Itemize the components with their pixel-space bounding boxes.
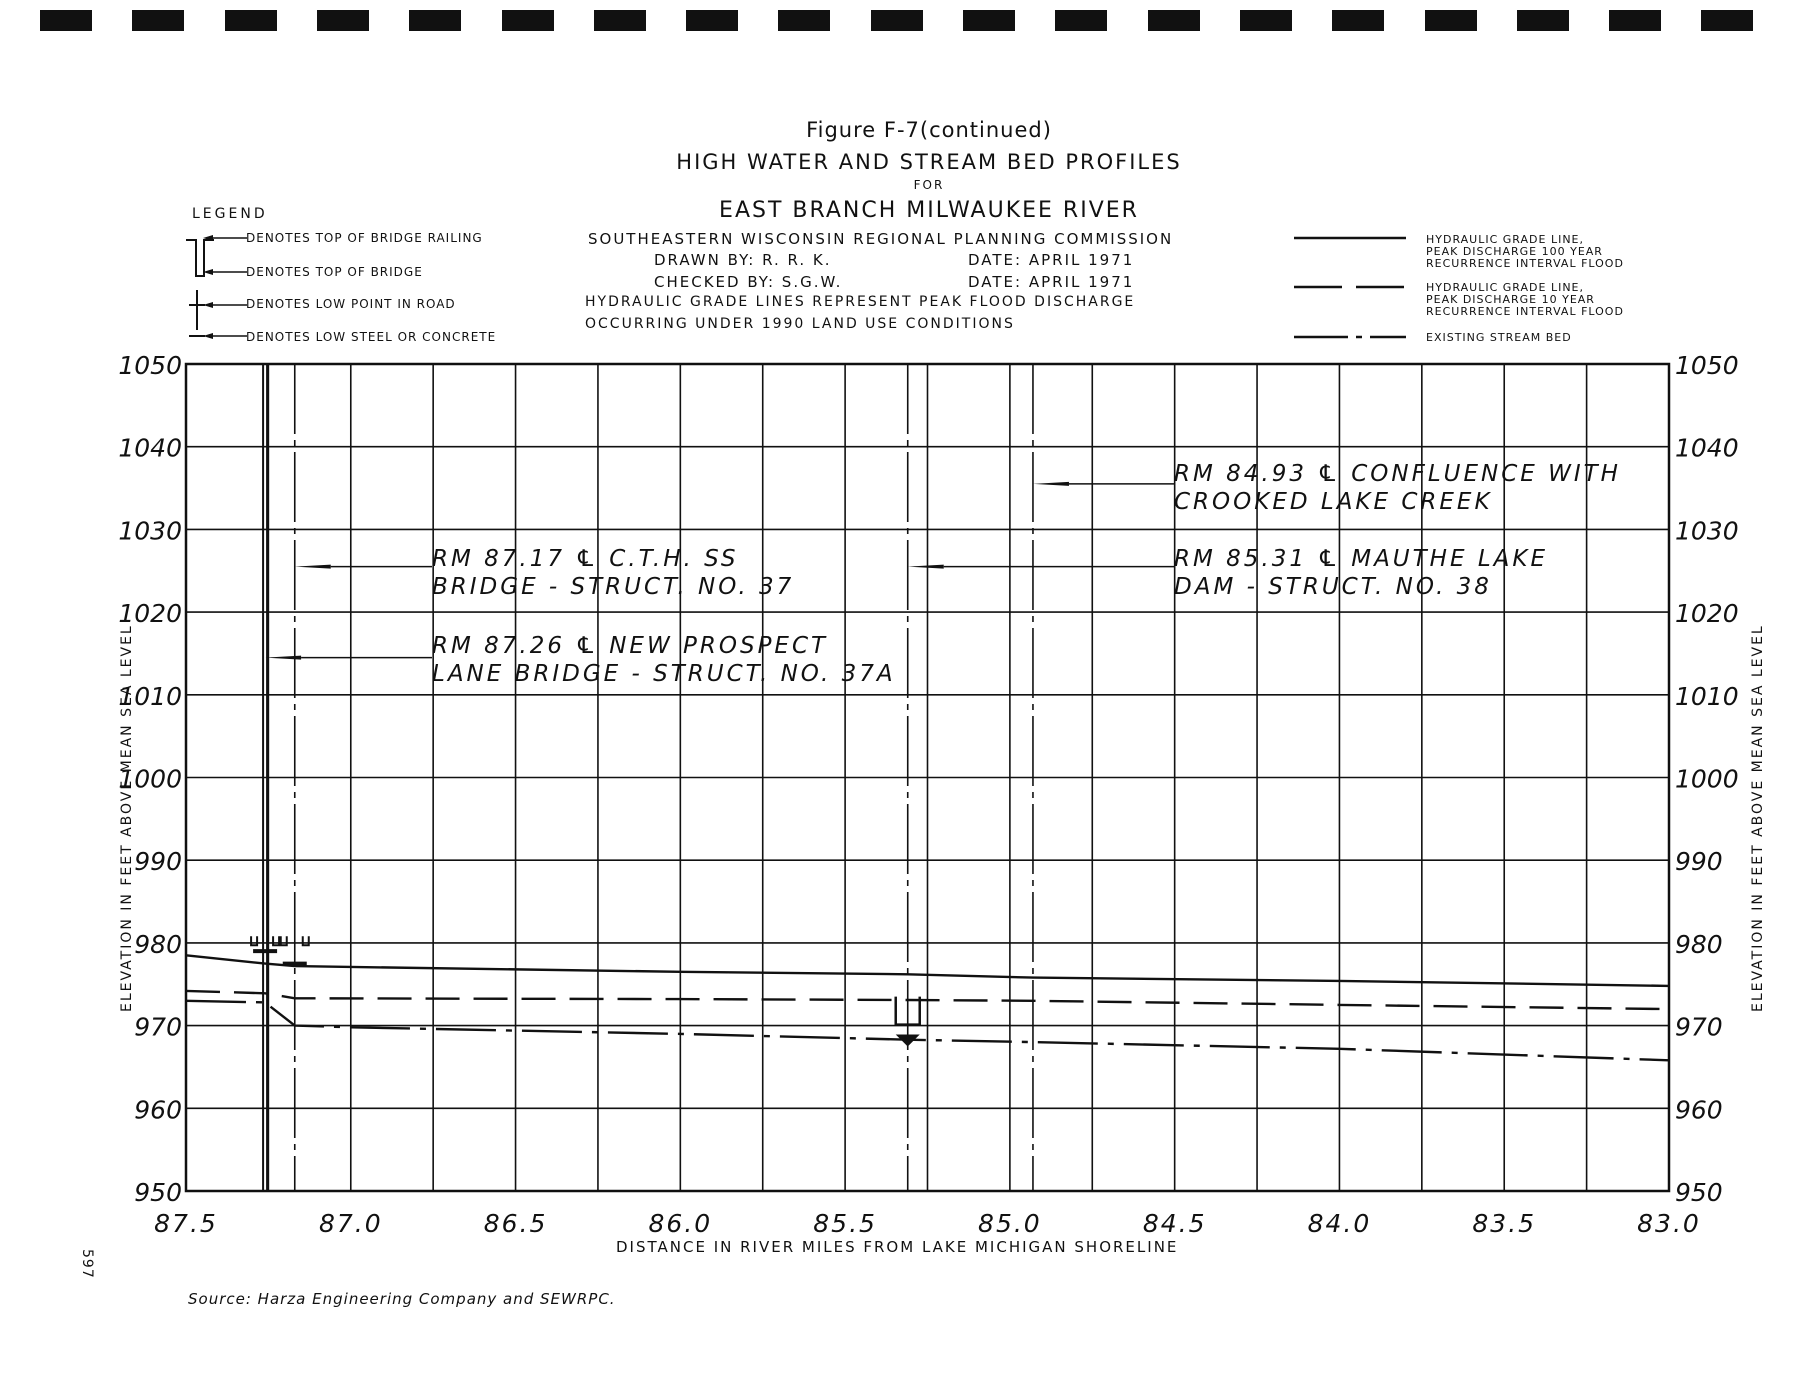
- y-tick-label-left: 970: [134, 1012, 182, 1042]
- y-tick-label-left: 1000: [118, 764, 182, 794]
- drawn-date: DATE: APRIL 1971: [968, 251, 1135, 269]
- chart-title: HIGH WATER AND STREAM BED PROFILES: [676, 150, 1182, 174]
- legend-arrow: [203, 302, 213, 308]
- y-tick-label-right: 950: [1675, 1178, 1723, 1207]
- y-tick-label-right: 1040: [1675, 433, 1739, 463]
- x-tick-label: 83.5: [1472, 1209, 1537, 1238]
- y-axis-label-right: ELEVATION IN FEET ABOVE MEAN SEA LEVEL: [1750, 624, 1766, 1012]
- legend-item-railing: DENOTES TOP OF BRIDGE RAILING: [246, 231, 483, 245]
- annotation-confluence: RM 84.93 ℄ CONFLUENCE WITH CROOKED LAKE CREEK: [1174, 461, 1621, 515]
- legend-arrow: [203, 333, 213, 339]
- page-number: 597: [79, 1249, 95, 1279]
- x-tick-label: 85.5: [813, 1209, 877, 1238]
- key-10yr-text: HYDRAULIC GRADE LINE, PEAK DISCHARGE 10 YEAR RECURRENCE INTERVAL FLOOD: [1426, 281, 1624, 318]
- river-name: EAST BRANCH MILWAUKEE RIVER: [719, 198, 1139, 223]
- leader-arrow: [908, 565, 944, 569]
- legend-symbols: [186, 235, 247, 339]
- y-tick-label-right: 1030: [1675, 516, 1739, 546]
- annotation-new-prospect-bridge: RM 87.26 ℄ NEW PROSPECT LANE BRIDGE - STRUCT. NO. 37A: [432, 633, 896, 687]
- x-tick-label: 86.0: [648, 1209, 713, 1238]
- leader-arrow: [265, 656, 301, 660]
- leader-arrow: [1033, 482, 1069, 486]
- x-tick-label: 87.5: [154, 1209, 218, 1238]
- y-tick-label-right: 970: [1675, 1012, 1723, 1042]
- y-tick-label-left: 990: [134, 847, 182, 877]
- x-tick-label: 83.0: [1637, 1209, 1701, 1238]
- x-tick-label: 85.0: [978, 1209, 1042, 1238]
- title-for: FOR: [913, 178, 945, 192]
- note-line-2: OCCURRING UNDER 1990 LAND USE CONDITIONS: [585, 316, 1015, 332]
- legend-item-low-steel: DENOTES LOW STEEL OR CONCRETE: [246, 330, 497, 344]
- x-tick-label: 87.0: [318, 1209, 383, 1238]
- y-tick-label-right: 980: [1675, 929, 1723, 959]
- y-tick-label-left: 1030: [118, 516, 182, 546]
- agency-name: SOUTHEASTERN WISCONSIN REGIONAL PLANNING COMMISSION: [588, 230, 1174, 248]
- checked-by: CHECKED BY: S.G.W.: [654, 273, 843, 291]
- key-100yr-text: HYDRAULIC GRADE LINE, PEAK DISCHARGE 100 YEAR RECURRENCE INTERVAL FLOOD: [1426, 233, 1624, 270]
- x-axis-label: DISTANCE IN RIVER MILES FROM LAKE MICHIGAN SHORELINE: [616, 1238, 1179, 1256]
- legend-heading: LEGEND: [192, 206, 268, 222]
- checked-date: DATE: APRIL 1971: [968, 273, 1135, 291]
- y-tick-label-right: 960: [1675, 1095, 1723, 1125]
- x-tick-label: 86.5: [483, 1209, 548, 1238]
- y-tick-label-left: 1010: [118, 681, 182, 711]
- y-tick-label-right: 1010: [1675, 681, 1739, 711]
- line-key-symbols: [1294, 238, 1406, 337]
- y-tick-label-left: 1050: [118, 351, 182, 380]
- x-tick-label: 84.5: [1142, 1209, 1207, 1238]
- annotation-cth-ss-bridge: RM 87.17 ℄ C.T.H. SS BRIDGE - STRUCT. NO. 37: [432, 546, 795, 600]
- y-tick-label-right: 1020: [1675, 599, 1739, 629]
- y-tick-label-left: 1020: [118, 599, 182, 629]
- y-tick-label-left: 1040: [118, 433, 182, 463]
- drawn-by: DRAWN BY: R. R. K.: [654, 251, 832, 269]
- y-axis-label-left: ELEVATION IN FEET ABOVE MEAN SEA LEVEL: [119, 624, 135, 1012]
- x-tick-label: 84.0: [1307, 1209, 1372, 1238]
- key-streambed-text: EXISTING STREAM BED: [1426, 331, 1572, 344]
- y-tick-label-left: 950: [134, 1178, 182, 1207]
- y-tick-label-right: 1050: [1675, 351, 1739, 380]
- source-note: Source: Harza Engineering Company and SEWRPC.: [188, 1290, 616, 1308]
- y-tick-label-right: 1000: [1675, 764, 1739, 794]
- legend-item-top-of-bridge: DENOTES TOP OF BRIDGE: [246, 265, 423, 279]
- legend-item-low-point: DENOTES LOW POINT IN ROAD: [246, 297, 456, 311]
- bridge-railing-symbol: [251, 936, 279, 945]
- y-tick-label-right: 990: [1675, 847, 1723, 877]
- figure-label: Figure F-7(continued): [806, 118, 1052, 142]
- leader-arrow: [295, 565, 331, 569]
- annotation-mauthe-dam: RM 85.31 ℄ MAUTHE LAKE DAM - STRUCT. NO. 38: [1174, 546, 1548, 600]
- note-line-1: HYDRAULIC GRADE LINES REPRESENT PEAK FLOOD DISCHARGE: [585, 294, 1136, 310]
- y-tick-label-left: 980: [134, 929, 182, 959]
- y-tick-label-left: 960: [134, 1095, 182, 1125]
